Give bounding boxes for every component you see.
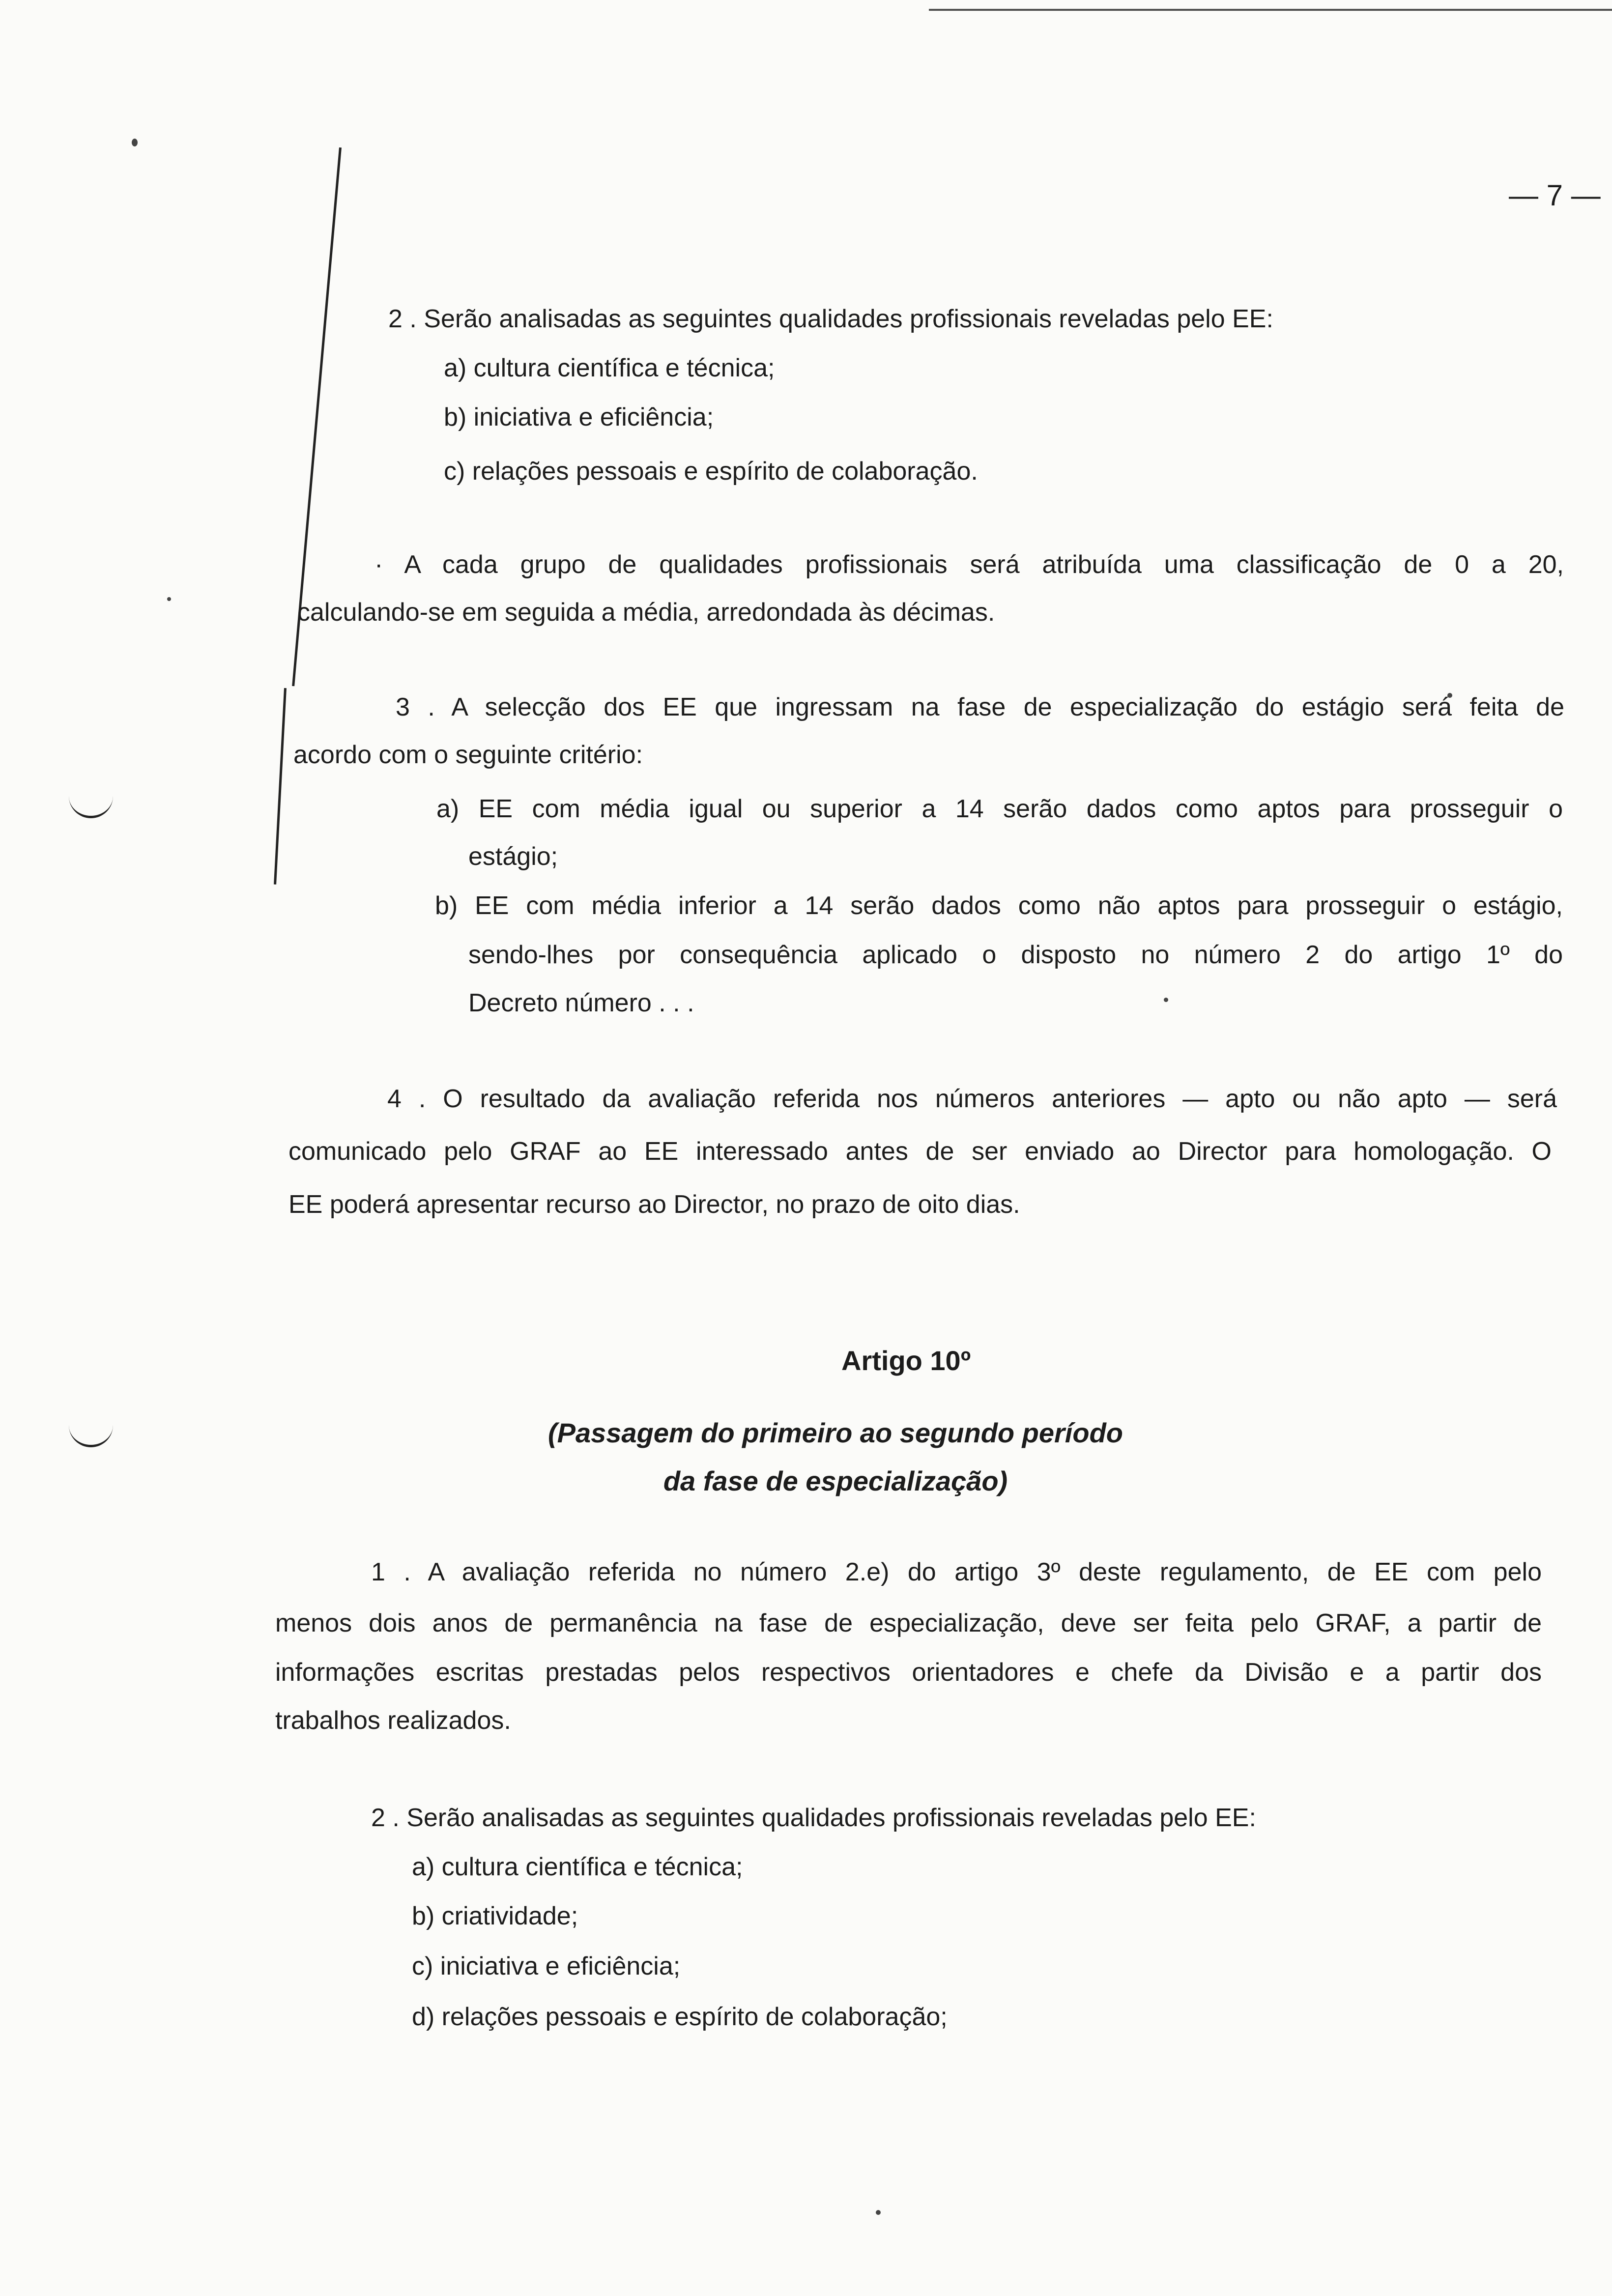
s2-p1-line1: 1 . A avaliação referida no número 2.e) do artigo 3º deste regulamento, de EE com pelo [371, 1558, 1542, 1586]
s2-p2-item-a: a) cultura científica e técnica; [412, 1853, 743, 1881]
curve-mark [69, 1425, 113, 1447]
s2-p1-line3: informações escritas prestadas pelos respectivos orientadores e chefe da Divisão e a partir dos [275, 1658, 1542, 1687]
s2-p1-line4: trabalhos realizados. [275, 1706, 511, 1735]
s1-p2-item-c: c) relações pessoais e espírito de colaboração. [444, 457, 978, 486]
s1-p2-item-b: b) iniciativa e eficiência; [444, 403, 714, 431]
s2-p2-item-d: d) relações pessoais e espírito de colaboração; [412, 2003, 948, 2031]
margin-line-lower [274, 688, 287, 885]
speck [167, 597, 171, 601]
s1-p3-line2: acordo com o seguinte critério: [293, 741, 643, 769]
s1-p3-b-line3: Decreto número . . . [468, 989, 694, 1017]
speck [132, 139, 138, 146]
s1-p3-a-line2: estágio; [468, 842, 558, 871]
s1-p2-item-a: a) cultura científica e técnica; [444, 354, 775, 382]
s1-p3-line1: 3 . A selecção dos EE que ingressam na fase de especialização do estágio será feita de [396, 693, 1564, 721]
s2-p2-intro: 2 . Serão analisadas as seguintes qualidades profissionais reveladas pelo EE: [371, 1804, 1256, 1832]
article-subtitle-line2: da fase de especialização) [663, 1465, 1008, 1496]
s1-p4-line2: comunicado pelo GRAF ao EE interessado antes de ser enviado ao Director para homologação. O [288, 1137, 1552, 1166]
s1-p4-line3: EE poderá apresentar recurso ao Director, no prazo de oito dias. [288, 1190, 1020, 1219]
s1-p3-a-line1: a) EE com média igual ou superior a 14 serão dados como aptos para prosseguir o [436, 795, 1563, 823]
speck [876, 2210, 881, 2215]
article-subtitle-line1: (Passagem do primeiro ao segundo período [548, 1417, 1123, 1448]
page-number: — 7 — [1509, 179, 1601, 212]
curve-mark [69, 796, 113, 818]
s1-p3-b-line1: b) EE com média inferior a 14 serão dados como não aptos para prosseguir o estágio, [435, 891, 1563, 920]
s1-p2-intro: 2 . Serão analisadas as seguintes qualidades profissionais reveladas pelo EE: [388, 305, 1273, 333]
s1-cada-line2: calculando-se em seguida a média, arredondada às décimas. [297, 598, 995, 627]
article-title: Artigo 10º [841, 1345, 971, 1376]
s2-p1-line2: menos dois anos de permanência na fase de especialização, deve ser feita pelo GRAF, a partir de [275, 1609, 1542, 1637]
s1-p3-b-line2: sendo-lhes por consequência aplicado o disposto no número 2 do artigo 1º do [468, 941, 1563, 969]
top-edge-line [929, 9, 1612, 11]
s1-p4-line1: 4 . O resultado da avaliação referida nos números anteriores — apto ou não apto — será [387, 1085, 1557, 1113]
s1-cada-line1: · A cada grupo de qualidades profissionais será atribuída uma classificação de 0 a 20, [374, 550, 1564, 579]
s2-p2-item-b: b) criatividade; [412, 1902, 578, 1930]
s2-p2-item-c: c) iniciativa e eficiência; [412, 1952, 681, 1980]
